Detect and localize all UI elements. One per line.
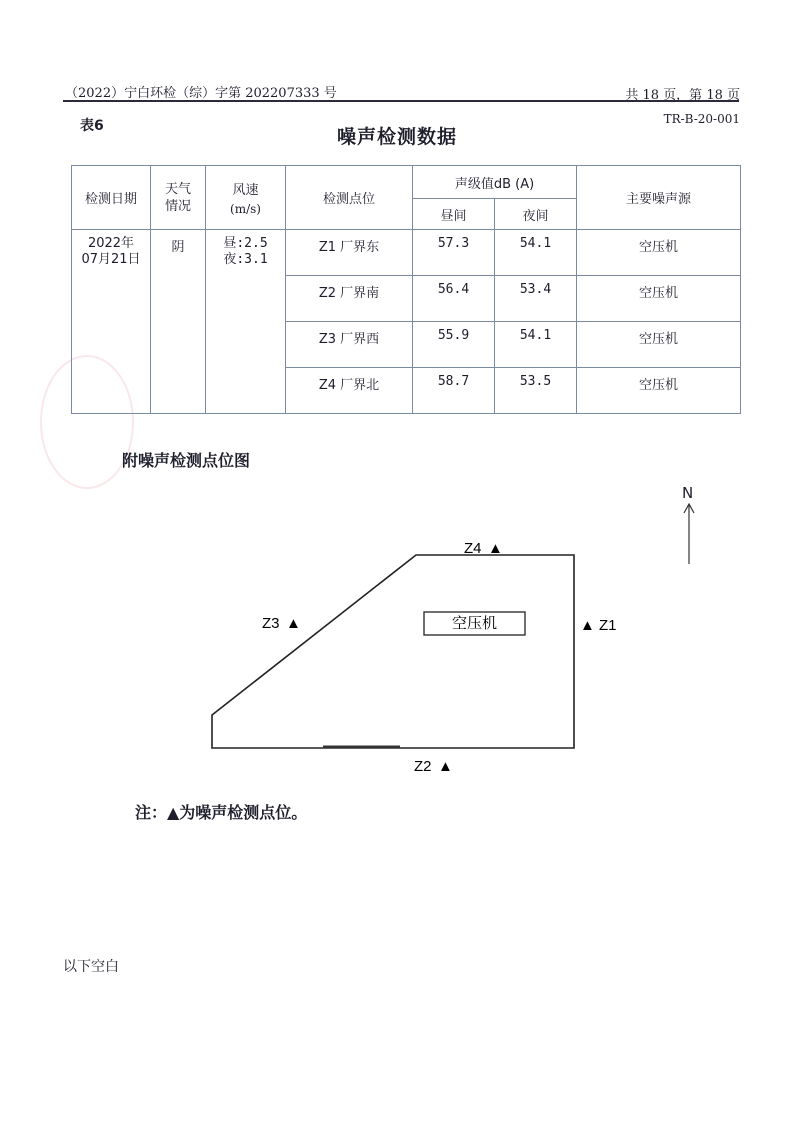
equipment-label: 空压机 [451, 615, 498, 632]
row-night: 53.4 [495, 276, 577, 322]
north-arrow-icon [684, 504, 694, 564]
row-night: 54.1 [495, 322, 577, 368]
z4-triangle-icon: ▲ [488, 540, 503, 557]
z1-triangle-icon: ▲ [580, 617, 595, 634]
row-source: 空压机 [577, 322, 741, 368]
document-code: TR-B-20-001 [663, 112, 740, 126]
row-point: Z4 厂界北 [286, 368, 413, 414]
header-weather: 天气 情况 [151, 166, 206, 230]
header-day: 昼间 [413, 199, 495, 230]
site-boundary [212, 555, 574, 748]
row-point: Z2 厂界南 [286, 276, 413, 322]
row-day: 57.3 [413, 230, 495, 276]
cell-wind: 昼:2.5 夜:3.1 [206, 230, 286, 414]
row-source: 空压机 [577, 276, 741, 322]
row-source: 空压机 [577, 368, 741, 414]
page-info: 共 18 页，第 18 页 [625, 88, 740, 103]
page-title: 噪声检测数据 [336, 126, 457, 148]
noise-point-diagram [0, 480, 794, 800]
table-number: 表6 [80, 118, 104, 134]
header-rule [63, 100, 739, 102]
header-wind-unit: (m/s) [230, 202, 261, 216]
row-source: 空压机 [577, 230, 741, 276]
header-source: 主要噪声源 [577, 166, 741, 230]
row-point: Z3 厂界西 [286, 322, 413, 368]
row-day: 55.9 [413, 322, 495, 368]
z3-label: Z3 [262, 615, 280, 632]
z1-label: Z1 [599, 617, 617, 634]
legend-note: 注：▲为噪声检测点位。 [135, 803, 308, 822]
report-number: （2022）宁白环检（综）字第 202207333 号 [65, 86, 337, 101]
cell-date: 2022年 07月21日 [72, 230, 151, 414]
cell-weather: 阴 [151, 230, 206, 414]
map-title: 附噪声检测点位图 [122, 451, 251, 470]
header-date: 检测日期 [72, 166, 151, 230]
row-night: 54.1 [495, 230, 577, 276]
z4-label: Z4 [464, 540, 482, 557]
header-night: 夜间 [495, 199, 577, 230]
row-day: 58.7 [413, 368, 495, 414]
z3-triangle-icon: ▲ [286, 615, 301, 632]
row-day: 56.4 [413, 276, 495, 322]
header-point: 检测点位 [286, 166, 413, 230]
blank-below-text: 以下空白 [63, 959, 119, 975]
header-level: 声级值dB (A) [413, 166, 577, 199]
header-wind [206, 166, 286, 230]
north-label: N [682, 484, 694, 502]
noise-data-table [71, 165, 741, 414]
header-wind-label: 风速 [232, 183, 259, 198]
z2-label: Z2 [414, 758, 432, 775]
row-point: Z1 厂界东 [286, 230, 413, 276]
row-night: 53.5 [495, 368, 577, 414]
z2-triangle-icon: ▲ [438, 758, 453, 775]
